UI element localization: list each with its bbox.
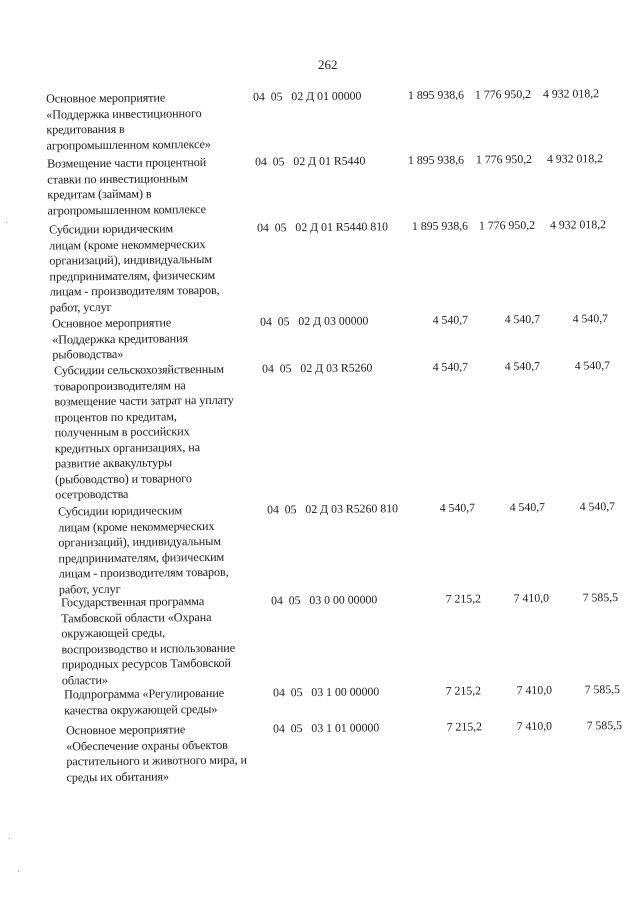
row-amount-1: 4 540,7: [432, 359, 469, 374]
row-amount-1: 4 540,7: [439, 500, 476, 515]
row-description: Подпрограмма «Регулирование качества окружающей среды»: [63, 685, 225, 717]
row-amount-1: 7 215,2: [445, 591, 482, 606]
row-amount-3: 4 540,7: [572, 311, 609, 326]
row-code: 04 05 03 0 00 00000: [270, 592, 378, 608]
row-amount-2: 7 410,0: [516, 682, 553, 698]
row-amount-3: 4 932 018,2: [546, 151, 604, 166]
row-amount-3: 4 540,7: [574, 358, 611, 373]
row-description: Основное мероприятие «Обеспечение охраны объектов растительного и животного мира, и среды их обитания»: [65, 722, 247, 784]
row-code: 04 05 02 Д 03 00000: [259, 313, 369, 329]
row-amount-3: 4 932 018,2: [542, 86, 600, 101]
budget-row: [0, 718, 640, 784]
row-amount-2: 4 540,7: [509, 499, 546, 515]
row-amount-3: 4 932 018,2: [549, 217, 607, 232]
row-amount-3: 4 540,7: [579, 499, 616, 514]
row-amount-3: 7 585,5: [582, 590, 619, 605]
row-description: Основное мероприятие «Поддержка инвестиционного кредитования в агропромышленном комплексе»: [45, 90, 211, 153]
scan-speck: [6, 222, 7, 223]
row-amount-1: 1 895 938,6: [407, 152, 465, 168]
budget-row: [0, 217, 640, 315]
row-amount-2: 1 776 950,2: [474, 86, 532, 102]
row-amount-1: 7 215,2: [446, 719, 483, 734]
row-code: 04 05 03 1 01 00000: [272, 720, 380, 736]
row-code: 04 05 02 Д 03 R5260 810: [266, 501, 399, 517]
budget-row: [0, 86, 640, 153]
row-code: 04 05 02 Д 03 R5260: [261, 360, 373, 376]
row-description: Субсидии юридическим лицам (кроме некоммерческих организаций), индивидуальным предпринимателям, физическим лицам - производителям товаров, работ, услуг: [57, 503, 229, 596]
row-amount-1: 4 540,7: [432, 312, 469, 327]
row-code: 04 05 03 1 00 00000: [272, 684, 380, 700]
row-code: 04 05 02 Д 01 R5440 810: [256, 219, 389, 235]
row-amount-2: 7 410,0: [513, 590, 550, 606]
row-description: Субсидии сельскохозяйственным товаропроизводителям на возмещение части затрат на уплату процентов по кредитам, полученным в российских кредитных организациях, на развитие аквакультуры (рыбоводство) и товарного осетроводства: [53, 361, 234, 502]
row-amount-2: 4 540,7: [504, 311, 541, 327]
row-amount-1: 1 895 938,6: [411, 218, 469, 234]
page-number: 262: [318, 57, 338, 72]
row-description: Основное мероприятие «Поддержка кредитования рыбоводства»: [51, 315, 189, 362]
row-amount-2: 1 776 950,2: [475, 151, 533, 167]
row-amount-2: 7 410,0: [516, 718, 553, 734]
row-amount-2: 1 776 950,2: [478, 217, 536, 233]
budget-row: [0, 151, 640, 218]
row-code: 04 05 02 Д 01 00000: [252, 88, 362, 104]
scan-speck: [9, 838, 10, 839]
row-amount-3: 7 585,5: [584, 682, 621, 697]
scan-speck: [18, 871, 19, 872]
row-description: Возмещение части процентной ставки по инвестиционным кредитам (займам) в агропромышленном комплексе: [46, 155, 207, 218]
row-amount-1: 1 895 938,6: [407, 87, 465, 103]
row-description: Субсидии юридическим лицам (кроме некоммерческих организаций), индивидуальным предпринимателям, физическим лицам - производителям товаров, работ, услуг: [48, 221, 220, 315]
row-amount-2: 4 540,7: [504, 358, 541, 374]
row-amount-1: 7 215,2: [445, 683, 482, 698]
row-amount-3: 7 585,5: [586, 718, 623, 733]
row-code: 04 05 02 Д 01 R5440: [254, 153, 366, 169]
row-description: Государственная программа Тамбовской области «Охрана окружающей среды, воспроизводство и использование природных ресурсов Тамбовской области»: [60, 594, 236, 687]
